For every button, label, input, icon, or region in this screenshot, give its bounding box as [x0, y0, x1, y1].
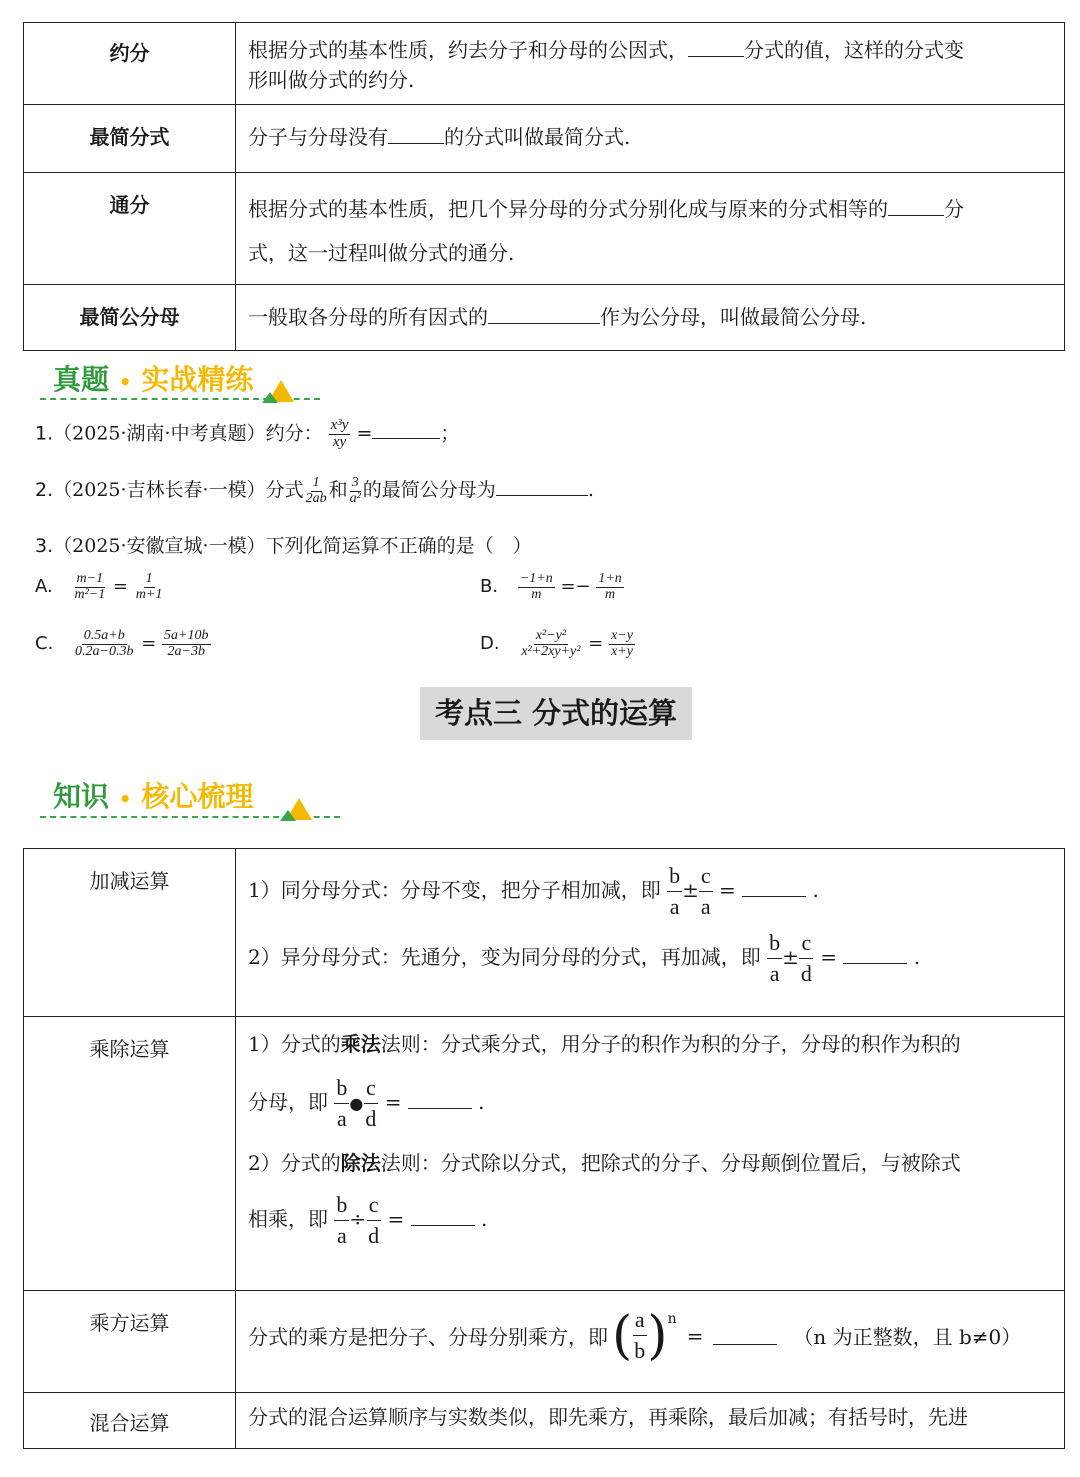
- rule-cell: [236, 1291, 1065, 1393]
- term-cell: [24, 23, 236, 105]
- option-label: A.: [35, 576, 53, 598]
- option-label: C.: [35, 633, 54, 655]
- fraction-numerator: c: [699, 865, 713, 892]
- fraction: [334, 1194, 349, 1247]
- answer-blank: [496, 477, 588, 496]
- fraction: [366, 1194, 381, 1247]
- answer-blank: [408, 1090, 472, 1109]
- fraction: [596, 572, 623, 602]
- triangle-icon: [280, 810, 296, 821]
- rule-keyword: 乘法: [340, 1032, 381, 1056]
- rule-text: 1）同分母分式：分母不变，把分子相加减，即: [248, 878, 661, 902]
- equals-sign: =: [141, 633, 157, 655]
- definition-cell: [236, 105, 1065, 173]
- fraction-denominator: x+y: [611, 643, 633, 659]
- fraction: [699, 865, 713, 918]
- fraction-numerator: 1: [312, 474, 320, 490]
- option-label: B.: [480, 576, 499, 598]
- term-cell: [24, 173, 236, 285]
- fraction-denominator: a: [336, 1223, 347, 1248]
- definition-text: 一般取各分母的所有因式的: [248, 305, 488, 329]
- banner-part1: 知识: [53, 780, 110, 813]
- question-2: [35, 475, 594, 506]
- term-cell: [24, 105, 236, 173]
- punctuation: .: [812, 878, 819, 902]
- banner-part1: 真题: [53, 363, 110, 396]
- fraction-numerator: c: [799, 932, 813, 959]
- fraction-numerator: b: [767, 932, 782, 959]
- answer-blank: [888, 197, 944, 216]
- power-expression: [612, 1305, 677, 1366]
- question-number: 3.: [35, 535, 54, 557]
- equals-sign: =−: [560, 576, 591, 598]
- definition-text: 的分式叫做最简分式.: [444, 125, 631, 149]
- rule-line: [248, 1144, 1054, 1182]
- concept-table: [23, 22, 1065, 351]
- rule-cell: [236, 1017, 1065, 1291]
- punctuation: .: [478, 1090, 485, 1114]
- fraction-denominator: m²−1: [74, 586, 106, 602]
- triangle-icon: [262, 392, 278, 403]
- term-label: 最简分式: [89, 125, 170, 149]
- fraction-numerator: 1+n: [598, 571, 622, 586]
- fraction-denominator: a: [769, 961, 780, 986]
- fraction-denominator: xy: [332, 433, 347, 450]
- rule-text: 1）分式的: [248, 1032, 341, 1056]
- definition-text: 形叫做分式的约分.: [248, 68, 415, 92]
- term-cell: [24, 1393, 236, 1449]
- fraction: [609, 629, 635, 659]
- rule-text: 相乘，即: [248, 1207, 328, 1231]
- fraction-denominator: m: [531, 586, 542, 602]
- answer-blank: [713, 1326, 777, 1345]
- rule-text: 法则：分式乘分式，用分子的积作为积的分子，分母的积作为积的: [380, 1032, 961, 1056]
- fraction-denominator: m: [605, 586, 616, 602]
- term-label: 乘除运算: [89, 1037, 170, 1061]
- fraction-denominator: a: [336, 1106, 347, 1131]
- answer-blank: [742, 878, 806, 897]
- equals-sign: =: [112, 576, 129, 598]
- option-label: D.: [480, 633, 500, 655]
- fraction-denominator: a: [669, 894, 680, 919]
- fraction: [134, 572, 165, 602]
- question-text: （2025·吉林长春·一模）分式: [53, 479, 304, 501]
- question-1: [35, 418, 459, 451]
- rule-text: 2）异分母分式：先通分，变为同分母的分式，再加减，即: [248, 945, 761, 969]
- rule-line: [248, 1025, 1054, 1063]
- option-a[interactable]: [35, 572, 164, 602]
- question-text: （2025·湖南·中考真题）约分：: [53, 422, 323, 445]
- term-label: 约分: [109, 41, 150, 65]
- answer-blank: [372, 420, 440, 439]
- exponent: n: [667, 1311, 677, 1327]
- fraction: [162, 629, 210, 659]
- equals-sign: =: [718, 878, 736, 902]
- definition-text: 分子与分母没有: [248, 125, 388, 149]
- punctuation: .: [587, 479, 594, 501]
- answer-blank: [688, 38, 744, 57]
- definition-cell: [236, 285, 1065, 351]
- term-label: 通分: [109, 193, 150, 217]
- banner-part2: 实战精练: [141, 363, 254, 396]
- term-cell: [24, 1291, 236, 1393]
- rule-line: [248, 1194, 1054, 1247]
- fraction-numerator: −1+n: [519, 571, 553, 586]
- definition-cell: [236, 173, 1065, 285]
- punctuation: ；: [440, 422, 460, 445]
- punctuation: .: [480, 1207, 488, 1231]
- fraction-numerator: 1: [145, 571, 153, 586]
- operator: ±: [782, 945, 799, 969]
- question-number: 2.: [35, 479, 54, 501]
- fraction-numerator: 3: [351, 474, 359, 490]
- term-label: 加减运算: [89, 869, 170, 893]
- term-label: 最简公分母: [79, 305, 180, 329]
- rule-text: 分式的乘方是把分子、分母分别乘方，即: [248, 1325, 608, 1349]
- section-heading: 考点三 分式的运算: [420, 687, 692, 740]
- rule-line: [248, 1077, 1054, 1130]
- term-label: 乘方运算: [89, 1311, 170, 1335]
- fraction-numerator: x−y: [611, 628, 633, 643]
- fraction-denominator: m+1: [135, 586, 163, 602]
- rule-text: 2）分式的: [248, 1151, 341, 1175]
- operator: ●: [349, 1094, 364, 1113]
- rule-text: （n 为正整数，且 b≠0）: [793, 1325, 1022, 1349]
- option-d[interactable]: [480, 629, 635, 659]
- knowledge-banner: [53, 775, 253, 815]
- left-paren: (: [612, 1305, 633, 1366]
- term-label: 混合运算: [89, 1411, 170, 1435]
- banner-dot: •: [118, 787, 132, 811]
- fraction: [334, 1077, 349, 1130]
- fraction: [329, 418, 351, 451]
- fraction: [363, 1077, 378, 1130]
- fraction: [518, 572, 555, 602]
- definition-text: 分式的值，这样的分式变: [744, 38, 964, 62]
- fraction-denominator: 2ab: [305, 490, 327, 506]
- equals-sign: =: [588, 633, 604, 655]
- operator: ÷: [349, 1207, 367, 1231]
- option-b[interactable]: [480, 572, 624, 602]
- rule-line: [248, 865, 1054, 918]
- fraction-denominator: x²+2xy+y²: [521, 643, 581, 659]
- fraction-numerator: b: [334, 1194, 349, 1221]
- rule-cell: [236, 1393, 1065, 1449]
- fraction-denominator: 0.2a−0.3b: [75, 643, 134, 659]
- equals-sign: =: [820, 945, 837, 969]
- fraction-numerator: x²−y²: [535, 628, 567, 643]
- question-text: （2025·安徽宣城·一模）下列化简运算不正确的是（ ）: [53, 535, 532, 557]
- definition-text: 根据分式的基本性质，把几个异分母的分式分别化成与原来的分式相等的: [248, 197, 888, 221]
- rule-text: 法则：分式除以分式，把除式的分子、分母颠倒位置后，与被除式: [380, 1151, 961, 1175]
- operator: ±: [682, 878, 699, 902]
- fraction: [72, 572, 107, 602]
- question-text: 和: [328, 479, 348, 501]
- fraction-denominator: a: [700, 894, 711, 919]
- answer-blank: [488, 305, 600, 324]
- answer-blank: [843, 945, 907, 964]
- punctuation: .: [913, 945, 921, 969]
- fraction: [799, 932, 814, 985]
- fraction-numerator: c: [367, 1194, 381, 1221]
- fraction-numerator: 0.5a+b: [83, 628, 125, 643]
- definition-text: 式，这一过程叫做分式的通分.: [248, 241, 515, 265]
- fraction-denominator: b: [634, 1338, 646, 1363]
- definition-text: 根据分式的基本性质，约去分子和分母的公因式，: [248, 38, 688, 62]
- definition-cell: [236, 23, 1065, 105]
- fraction: [348, 476, 363, 506]
- rule-cell: [236, 849, 1065, 1017]
- fraction: [73, 629, 135, 659]
- term-cell: [24, 1017, 236, 1291]
- fraction-denominator: 2a−3b: [167, 643, 205, 659]
- fraction-denominator: d: [365, 1106, 377, 1131]
- definition-text: 分: [944, 197, 964, 221]
- banner-dot: •: [118, 370, 132, 394]
- answer-blank: [388, 125, 444, 144]
- question-3: [35, 531, 532, 558]
- definition-text: 作为公分母，叫做最简公分母.: [600, 305, 867, 329]
- operations-table: [23, 848, 1065, 1449]
- fraction-numerator: x³y: [330, 417, 349, 433]
- fraction-numerator: c: [364, 1077, 378, 1104]
- right-paren: ): [647, 1305, 668, 1366]
- fraction-numerator: m−1: [76, 571, 104, 586]
- banner-part2: 核心梳理: [141, 780, 254, 813]
- term-cell: [24, 285, 236, 351]
- answer-blank: [411, 1207, 475, 1226]
- rule-keyword: 除法: [340, 1151, 381, 1175]
- fraction-numerator: b: [334, 1077, 349, 1104]
- equals-sign: =: [384, 1090, 402, 1114]
- fraction-numerator: a: [633, 1309, 647, 1336]
- rule-text: 分式的混合运算顺序与实数类似，即先乘方，再乘除，最后加减；有括号时，先进: [248, 1405, 968, 1429]
- option-c[interactable]: [35, 629, 211, 659]
- rule-text: 分母，即: [248, 1090, 328, 1114]
- rule-line: [248, 932, 1054, 985]
- question-number: 1.: [35, 422, 54, 445]
- equals-sign: =: [356, 422, 373, 445]
- question-text: 的最简公分母为: [362, 479, 496, 501]
- fraction-numerator: b: [667, 865, 682, 892]
- fraction-denominator: d: [800, 961, 812, 986]
- fraction: [632, 1309, 647, 1362]
- fraction-numerator: 5a+10b: [164, 628, 209, 643]
- fraction: [667, 865, 682, 918]
- fraction: [304, 476, 329, 506]
- practice-banner: [53, 358, 253, 398]
- fraction-denominator: a²: [349, 490, 361, 506]
- term-cell: [24, 849, 236, 1017]
- fraction: [519, 629, 582, 659]
- equals-sign: =: [686, 1323, 704, 1348]
- fraction-denominator: d: [368, 1223, 380, 1248]
- fraction: [767, 932, 782, 985]
- equals-sign: =: [387, 1207, 405, 1231]
